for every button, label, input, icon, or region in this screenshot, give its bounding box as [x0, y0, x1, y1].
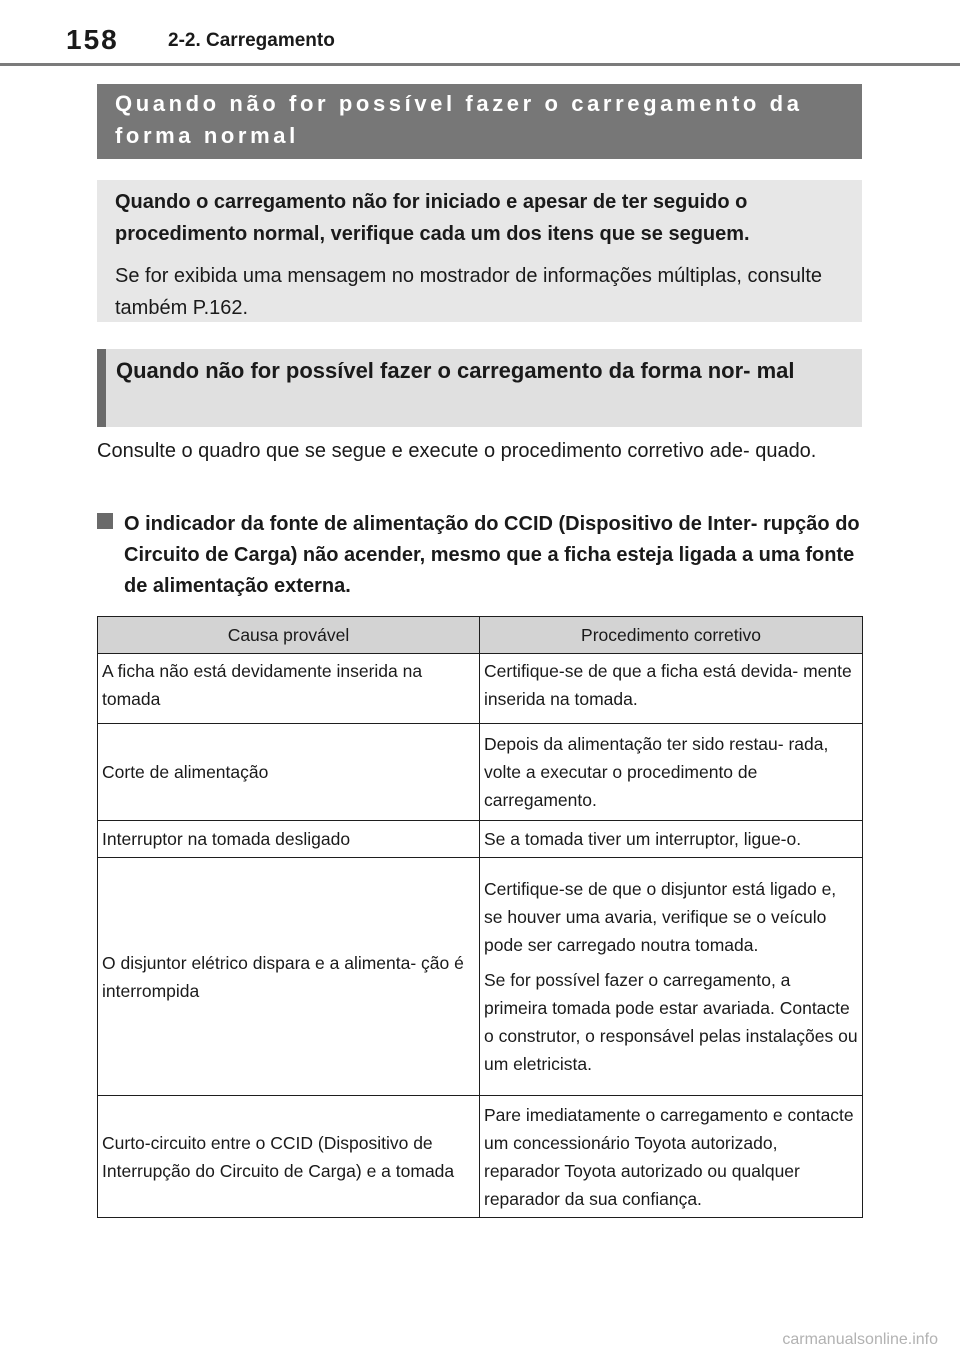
header-divider: [0, 63, 960, 66]
bullet-text: O indicador da fonte de alimentação do CCID (Dispositivo de Inter- rupção do Circuito de Carga) não acender, mesmo que a ficha esteja ligada a uma fonte de alimentação externa.: [124, 513, 860, 597]
cause-cell: Corte de alimentação: [98, 724, 480, 821]
page-number: 158: [66, 24, 119, 55]
column-header-cause: Causa provável: [98, 617, 480, 654]
table-row: [98, 724, 863, 821]
table-row: [98, 858, 863, 1096]
body-paragraph: Consulte o quadro que se segue e execute o procedimento corretivo ade- quado.: [97, 440, 817, 462]
table-row: [98, 1096, 863, 1218]
fix-cell: [480, 1096, 863, 1218]
intro-instruction: Quando o carregamento não for iniciado e apesar de ter seguido o procedimento normal, verifique cada um dos itens que se seguem.: [115, 191, 750, 245]
fix-text: Certifique-se de que o disjuntor está ligado e, se houver uma avaria, verifique se o veículo pode ser carregado noutra tomada.: [484, 879, 837, 955]
subsection-heading: Quando não for possível fazer o carregamento da forma nor- mal: [97, 349, 862, 427]
intro-box: [97, 180, 862, 322]
fix-cell: [480, 858, 863, 1096]
troubleshooting-table: [97, 616, 863, 1218]
table-row: [98, 654, 863, 724]
fix-text: Pare imediatamente o carregamento e contacte um concessionário Toyota autorizado, reparador Toyota autorizado ou qualquer reparador da sua confiança.: [484, 1104, 854, 1209]
fix-cell: [480, 654, 863, 724]
section-title-bar: Quando não for possível fazer o carregamento da forma normal: [97, 84, 862, 159]
watermark: carmanualsonline.info: [782, 1331, 938, 1348]
fix-text: Certifique-se de que a ficha está devida- mente inserida na tomada.: [484, 661, 852, 709]
table-header-row: [98, 617, 863, 654]
page-header: [0, 0, 960, 66]
column-header-fix: Procedimento corretivo: [480, 617, 863, 654]
table-row: [98, 821, 863, 858]
cause-cell: Curto-circuito entre o CCID (Dispositivo de Interrupção do Circuito de Carga) e a tomada: [98, 1096, 480, 1218]
fix-text: Se for possível fazer o carregamento, a primeira tomada pode estar avariada. Contacte o construtor, o responsável pelas instalações ou um eletricista.: [484, 970, 858, 1074]
section-label: 2-2. Carregamento: [168, 30, 335, 51]
fix-text: Depois da alimentação ter sido restau- rada, volte a executar o procedimento de carregamento.: [484, 734, 829, 810]
bullet-item: [97, 509, 862, 602]
fix-text: Se a tomada tiver um interruptor, ligue-o.: [484, 829, 802, 849]
fix-cell: [480, 724, 863, 821]
intro-note: Se for exibida uma mensagem no mostrador de informações múltiplas, consulte também P.162.: [115, 265, 823, 319]
cause-cell: A ficha não está devidamente inserida na tomada: [98, 654, 480, 724]
cause-cell: Interruptor na tomada desligado: [98, 821, 480, 858]
square-bullet-icon: [97, 513, 113, 529]
cause-cell: O disjuntor elétrico dispara e a alimenta- ção é interrompida: [98, 858, 480, 1096]
fix-cell: [480, 821, 863, 858]
